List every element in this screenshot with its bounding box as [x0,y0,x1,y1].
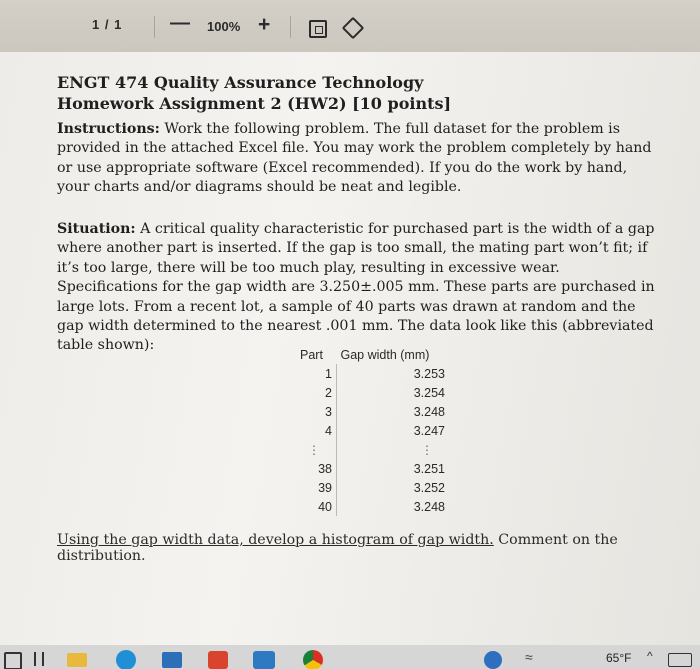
help-icon[interactable] [484,651,502,669]
table-row [296,497,447,516]
header-gap-width: Gap width (mm) [340,347,430,362]
instructions-lead: Instructions: [57,121,160,137]
chrome-icon[interactable] [303,650,323,669]
task-underlined: Using the gap width data, develop a histogram of gap width. [57,532,494,548]
windows-taskbar [0,645,700,669]
instructions-text: Work the following problem. The full dataset for the problem is provided in the attached Excel file. You may work the problem completely by hand or use appropriate software (Excel recommended). If you do the work by hand, your charts and/or diagrams should be neat and legible. [57,121,652,196]
assignment-title: Homework Assignment 2 (HW2) [10 points] [57,94,452,113]
fit-page-icon[interactable] [309,20,327,38]
pause-icon[interactable] [34,652,44,666]
gap-cell: 3.247 [413,423,445,438]
zoom-in-button[interactable]: + [258,13,271,36]
task-view-icon[interactable] [4,652,22,669]
table-row [296,478,447,497]
edge-browser-icon[interactable] [116,650,136,669]
tray-caret-icon[interactable]: ^ [647,649,653,663]
pdf-page [0,52,700,645]
situation-lead: Situation: [57,221,136,237]
toolbar-divider [290,16,291,38]
table-row [296,459,447,478]
task-rest: Comment on the distribution. [57,532,618,564]
situation-text: A critical quality characteristic for purchased part is the width of a gap where another part is inserted. If the gap is too small, the mating part won’t fit; if it’s too large, there will be too much play, resulting in excessive wear. Specifications for the gap width are 3.250±.005 mm. These parts are purchased in large lots. From a recent lot, a sample of 40 parts was drawn at random and the gap width determined to the nearest .001 mm. The data look like this (abbreviated table shown): [57,221,655,354]
part-cell: 38 [296,459,337,478]
table-row [296,364,447,383]
store-icon[interactable] [162,652,182,668]
part-cell: 39 [296,478,337,497]
part-cell: 2 [296,383,337,402]
task-statement [57,532,700,564]
gap-cell: 3.252 [413,480,445,495]
table-header-row [296,345,447,364]
file-explorer-icon[interactable] [67,653,87,667]
toolbar-divider [154,16,155,38]
rotate-icon[interactable] [342,17,365,40]
table-row-ellipsis [296,440,447,459]
page-indicator: 1 / 1 [92,17,123,32]
gap-cell: 3.248 [413,404,445,419]
outlook-icon[interactable] [253,651,275,669]
zoom-out-button[interactable]: — [170,12,190,34]
pdf-toolbar [0,0,700,52]
part-cell: 40 [296,497,337,516]
part-ellipsis: ⋮ [296,440,337,459]
instructions-paragraph [57,120,662,198]
people-icon[interactable]: ≈ [525,649,533,665]
header-part: Part [300,347,323,362]
gap-cell: 3.248 [413,499,445,514]
part-cell: 3 [296,402,337,421]
table-row [296,421,447,440]
battery-icon[interactable] [668,653,692,667]
course-title: ENGT 474 Quality Assurance Technology [57,73,424,92]
document-title [57,72,451,114]
part-cell: 1 [296,364,337,383]
gap-width-table [296,345,447,516]
table-row [296,383,447,402]
gap-cell: 3.251 [413,461,445,476]
pdf-reader-icon[interactable] [208,651,228,669]
situation-paragraph [57,220,662,356]
zoom-level[interactable]: 100% [207,19,241,34]
weather-temperature[interactable]: 65°F [606,651,632,665]
gap-ellipsis: ⋮ [421,442,433,457]
table-row [296,402,447,421]
part-cell: 4 [296,421,337,440]
gap-cell: 3.253 [413,366,445,381]
gap-cell: 3.254 [413,385,445,400]
